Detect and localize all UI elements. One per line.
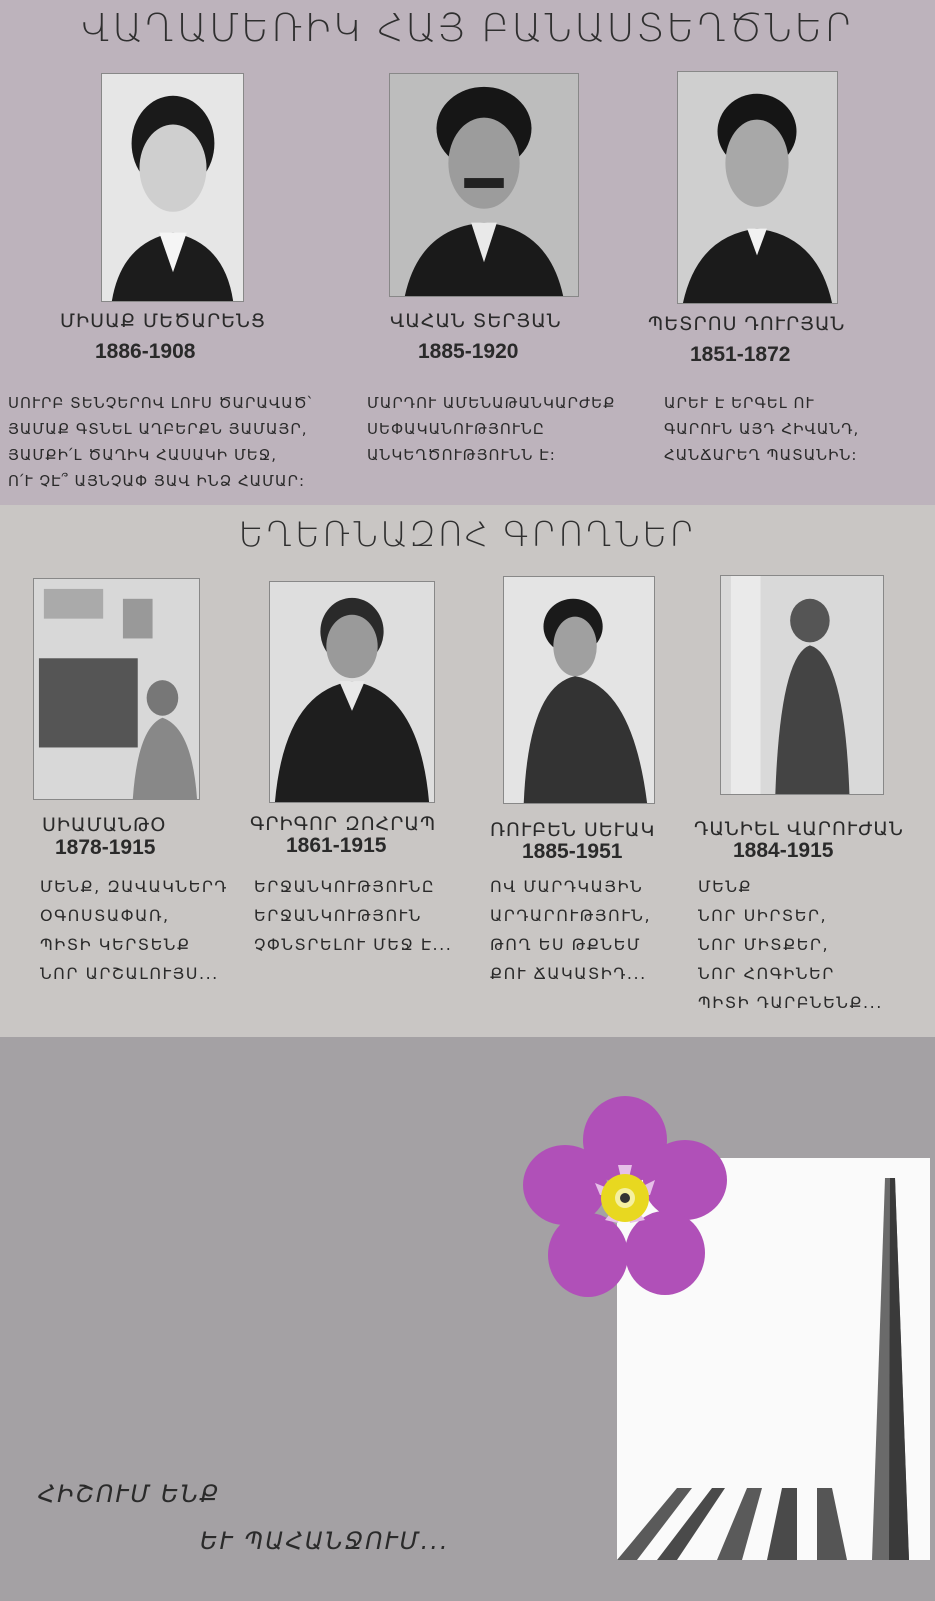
poet-name-2: ՎԱՀԱՆ ՏԵՐՅԱՆ — [390, 310, 562, 332]
writer-photo-4 — [720, 575, 884, 795]
writer-name-2: ԳՐԻԳՈՐ ԶՈՀՐԱՊ — [250, 813, 437, 835]
writer-photo-3 — [503, 576, 655, 804]
writer-quote-3: ՈՎ ՄԱՐԴԿԱՅԻՆ ԱՐԴԱՐՈՒԹՅՈՒՆ, ԹՈՂ ԵՍ ԹՔՆԵՄ ՔՈՒ ՃԱԿԱՏԻԴ... — [490, 877, 652, 983]
writer-quote-1: ՄԵՆՔ, ԶԱՎԱԿՆԵՐԴ ՕԳՈՍՏԱՓԱՌ, ՊԻՏԻ ԿԵՐՏԵՆՔ ՆՈՐ ԱՐՇԱԼՈՒՅՍ... — [40, 877, 228, 983]
writer-years-4: 1884-1915 — [733, 839, 834, 862]
poet-name-1: ՄԻՍԱՔ ՄԵԾԱՐԵՆՑ — [60, 310, 267, 332]
page-title: ՎԱՂԱՄԵՌԻԿ ՀԱՅ ԲԱՆԱՍՏԵՂԾՆԵՐ — [80, 6, 855, 50]
footer-line-2: ԵՒ ՊԱՀԱՆՋՈՒՄ... — [200, 1527, 450, 1555]
poet-name-3: ՊԵՏՐՈՍ ԴՈՒՐՅԱՆ — [648, 313, 846, 335]
writer-name-4: ԴԱՆԻԵԼ ՎԱՐՈՒԺԱՆ — [694, 818, 904, 840]
writer-name-1: ՍԻԱՄԱՆԹՕ — [42, 814, 167, 836]
writer-years-3: 1885-1951 — [522, 840, 623, 863]
poet-portrait-1 — [101, 73, 244, 302]
writer-years-2: 1861-1915 — [286, 834, 387, 857]
footer-line-1: ՀԻՇՈՒՄ ԵՆՔ — [38, 1480, 221, 1508]
section-title: ԵՂԵՌՆԱԶՈՀ ԳՐՈՂՆԵՐ — [238, 515, 697, 555]
writer-years-1: 1878-1915 — [55, 836, 156, 859]
poet-quote-3: ԱՐԵՒ Է ԵՐԳԵԼ ՈՒ ԳԱՐՈՒՆ ԱՅԴ ՀԻՎԱՆԴ, ՀԱՆՃԱՐԵՂ ՊԱՏԱՆԻՆ: — [664, 394, 860, 464]
poet-portrait-2 — [389, 73, 579, 297]
writer-photo-2 — [269, 581, 435, 803]
poet-years-1: 1886-1908 — [95, 340, 196, 363]
poet-portrait-3 — [677, 71, 838, 304]
writer-quote-4: ՄԵՆՔ ՆՈՐ ՍԻՐՏԵՐ, ՆՈՐ ՄԻՏՔԵՐ, ՆՈՐ ՀՈԳԻՆԵՐ ՊԻՏԻ ԴԱՐԲՆԵՆՔ... — [698, 877, 883, 1012]
poet-years-2: 1885-1920 — [418, 340, 519, 363]
forget-me-not-flower-icon — [520, 1095, 730, 1300]
poet-quote-1: ՍՈՒՐԲ ՏԵՆՉԵՐՈՎ ԼՈՒՍ ԾԱՐԱՎԱԾ՝ ՅԱՄԱՔ ԳՏՆԵԼ ԱՂԲԵՐՔՆ ՅԱՄԱՅՐ, ՅԱՄՔԻ՛Լ ԾԱՂԻԿ ՀԱՍԱԿԻ ՄԵՋ, Ո՛Ւ ՉԷ՞ ԱՅՆՉԱՓ ՅԱՎ ԻՆՁ ՀԱՄԱՐ: — [8, 394, 313, 490]
poet-quote-2: ՄԱՐԴՈՒ ԱՄԵՆԱԹԱՆԿԱՐԺԵՔ ՍԵՓԱԿԱՆՈՒԹՅՈՒՆԸ ԱՆԿԵՂԾՈՒԹՅՈՒՆՆ Է: — [367, 394, 616, 464]
poet-years-3: 1851-1872 — [690, 343, 791, 366]
writer-name-3: ՌՈՒԲԵՆ ՍԵՒԱԿ — [490, 819, 656, 841]
writer-quote-2: ԵՐՋԱՆԿՈՒԹՅՈՒՆԸ ԵՐՋԱՆԿՈՒԹՅՈՒՆ ՉՓՆՏՐԵԼՈՒ ՄԵՋ Է... — [254, 877, 453, 954]
writer-photo-1 — [33, 578, 200, 800]
